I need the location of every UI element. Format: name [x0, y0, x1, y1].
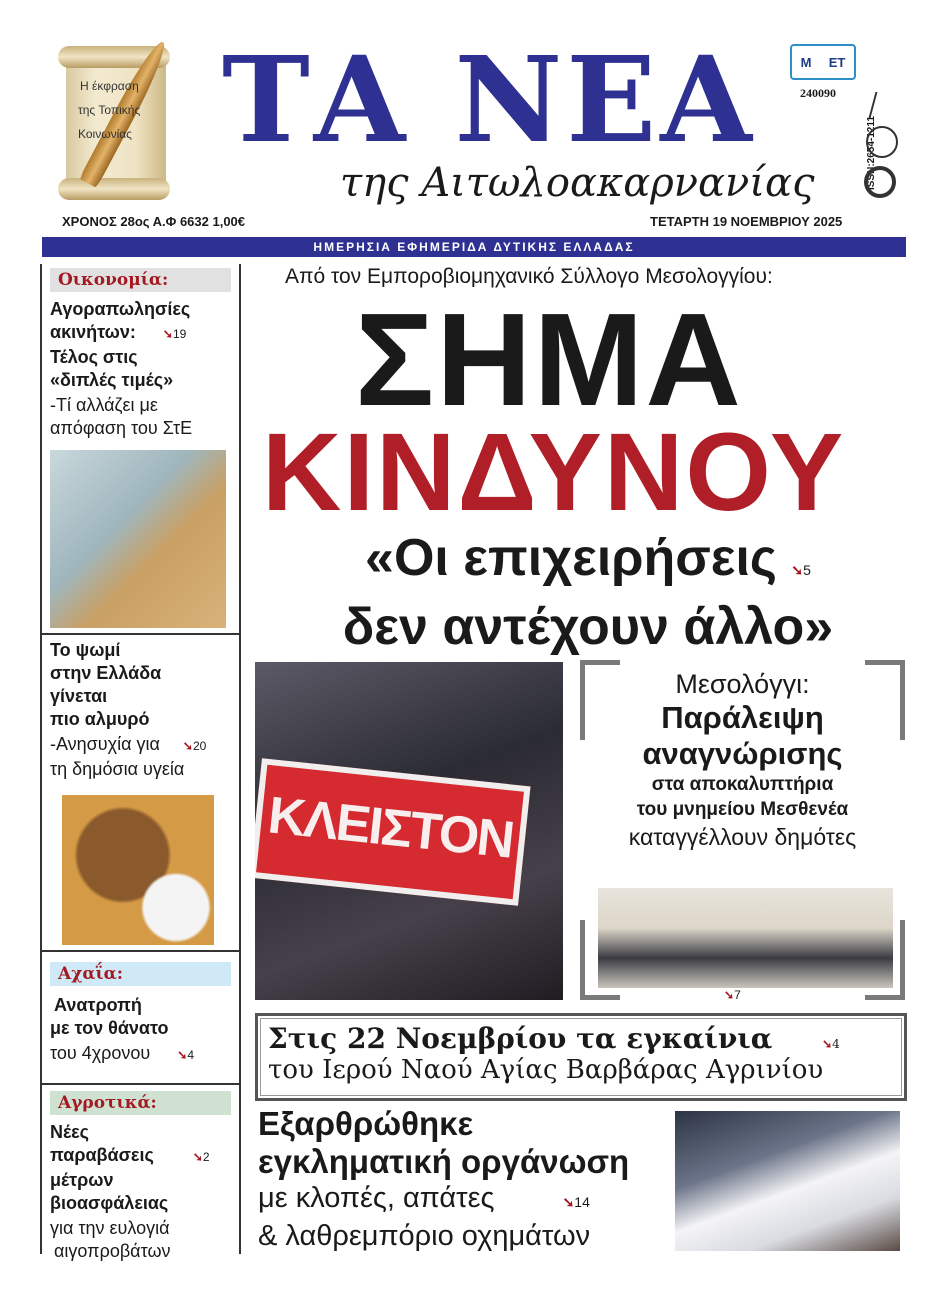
page-ref: ➘5	[791, 562, 811, 578]
closed-shop-photo	[255, 662, 563, 1000]
bread-photo	[62, 795, 214, 945]
sidebar-story-achaia[interactable]	[42, 962, 239, 1085]
category-label: Αχαΐα:	[50, 962, 231, 986]
scroll-roll-bottom	[58, 178, 170, 200]
sidebar	[40, 264, 241, 1261]
story-subtitle: για την ευλογιά αιγοπροβάτων	[50, 1218, 171, 1261]
mesolongi-story[interactable]	[580, 660, 905, 1000]
tagline-band: ΗΜΕΡΗΣΙΑ ΕΦΗΜΕΡΙΔΑ ΔΥΤΙΚΗΣ ΕΛΛΑΔΑΣ	[42, 237, 906, 257]
memorial-photo	[598, 888, 893, 988]
story-headline: Ανατροπή με τον θάνατο	[50, 995, 169, 1038]
year-issue-price: ΧΡΟΝΟΣ 28ος Α.Φ 6632 1,00€	[62, 214, 246, 229]
newspaper-title: ΤΑ ΝΕΑ	[222, 30, 756, 169]
arrow-icon: ➘	[182, 739, 193, 753]
category-label: Αγροτικά:	[50, 1091, 231, 1115]
arrow-icon: ➘	[162, 327, 173, 341]
lead-headline-1[interactable]: ΣΗΜΑ	[355, 286, 743, 433]
page-ref: ➘2	[192, 1150, 210, 1164]
arrow-icon: ➘	[791, 562, 804, 578]
seal-icon	[866, 126, 898, 158]
story-subtitle: του 4χρονου ➘4	[50, 1043, 195, 1063]
page-ref: ➘14	[562, 1194, 590, 1210]
logo-text-3: Κοινωνίας	[78, 127, 132, 141]
arrow-icon: ➘	[562, 1194, 575, 1210]
masthead-scroll-logo	[58, 42, 208, 207]
sidebar-story-bread[interactable]	[42, 635, 239, 952]
story-headline: Το ψωμί στην Ελλάδα γίνεται πιο αλμυρό	[50, 640, 162, 729]
lead-kicker: Από τον Εμποροβιομηχανικό Σύλλογο Μεσολογγίου:	[285, 265, 773, 288]
page-ref: ➘4	[177, 1048, 195, 1062]
story-subtitle: -Ανησυχία για ➘20 τη δημόσια υγεία	[50, 734, 207, 779]
closed-sign: ΚΛΕΙΣΤΟΝ	[255, 758, 531, 906]
mesolongi-text: Μεσολόγγι: Παράλειψη αναγνώρισης στα αποκαλυπτήρια του μνημείου Μεσθενέα καταγγέλλουν δημότες	[628, 669, 857, 850]
arrow-icon: ➘	[822, 1037, 833, 1051]
logo-text-2: της Τοπικής	[78, 103, 141, 117]
sidebar-story-economy[interactable]	[42, 268, 239, 635]
elta-icon	[869, 92, 900, 118]
issn: ISSN:2654-1211	[866, 116, 877, 190]
page-ref: ➘20	[182, 739, 207, 753]
arrow-icon: ➘	[192, 1150, 203, 1164]
issue-date: ΤΕΤΑΡΤΗ 19 ΝΟΕΜΒΡΙΟΥ 2025	[650, 214, 843, 229]
union-seal-icon	[864, 166, 896, 198]
logo-text-1: Η έκφραση	[80, 79, 139, 93]
newspaper-subtitle: της Αιτωλοακαρνανίας	[340, 160, 815, 206]
crime-story[interactable]: Εξαρθρώθηκε εγκληματική οργάνωση με κλοπές, απάτες ➘14 & λαθρεμπόριο οχημάτων	[258, 1105, 630, 1252]
sidebar-story-agro[interactable]	[42, 1091, 239, 1274]
story-subtitle: -Τί αλλάζει με απόφαση του ΣτΕ	[50, 395, 193, 438]
lead-quote: «Οι επιχειρήσεις ➘5 δεν αντέχουν άλλο»	[342, 529, 834, 656]
arrow-icon: ➘	[724, 988, 735, 1002]
page-ref: ➘4	[822, 1037, 840, 1051]
lead-headline-2[interactable]: ΚΙΝΔΥΝΟΥ	[262, 411, 846, 534]
story-headline: Νέες παραβάσεις ➘2 μέτρων βιοασφάλειας	[50, 1122, 210, 1213]
euro-house-photo	[50, 450, 226, 628]
met-left: M	[800, 54, 812, 70]
church-story[interactable]: Στις 22 Νοεμβρίου τα εγκαίνια ➘4 του Ιερού Ναού Αγίας Βαρβάρας Αγρινίου	[255, 1013, 907, 1101]
car-photo	[675, 1111, 900, 1251]
arrow-icon: ➘	[177, 1048, 188, 1062]
met-badge	[790, 44, 856, 80]
story-headline: Αγοραπωλησίες ακινήτων: ➘19 Τέλος στις «διπλές τιμές»	[50, 299, 191, 390]
category-label: Οικονομία:	[50, 268, 231, 292]
met-number: 240090	[800, 86, 836, 100]
page-ref: ➘19	[162, 327, 187, 341]
page-ref: ➘7	[724, 988, 741, 1002]
met-right: ET	[828, 54, 846, 70]
